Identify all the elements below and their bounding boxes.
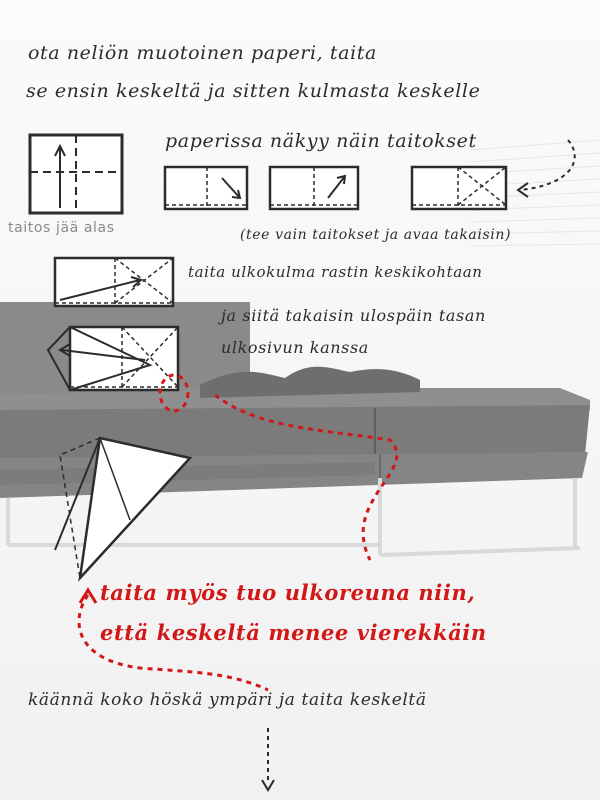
back-out-line-1: ja siitä takaisin ulospäin tasan [221, 306, 486, 325]
only-folds-note: (tee vain taitokset ja avaa takaisin) [240, 227, 512, 243]
intro-line-1: ota neliön muotoinen paperi, taita [28, 42, 377, 64]
paper-shows-label: paperissa näkyy näin taitokset [165, 130, 477, 152]
intro-line-2: se ensin keskeltä ja sitten kulmasta keskelle [26, 80, 481, 102]
fold-stays-down-label: taitos jää alas [8, 220, 115, 236]
back-out-line-2: ulkosivun kanssa [221, 338, 369, 357]
red-instruction-line-2: että keskeltä menee vierekkäin [100, 620, 487, 645]
fold-diagram-icon [48, 327, 178, 390]
final-instruction: käännä koko höskä ympäri ja taita keskeltä [28, 690, 427, 710]
fold-diagram-icon [165, 167, 247, 209]
fold-diagram-icon [412, 167, 506, 209]
square-paper-fold-icon [30, 135, 122, 213]
fold-outer-corner-label: taita ulkokulma rastin keskikohtaan [188, 263, 483, 281]
dotted-arrow-icon [518, 140, 575, 197]
fold-diagram-icon [55, 438, 190, 578]
fold-diagram-icon [270, 167, 358, 209]
dotted-arrow-icon [262, 728, 274, 790]
red-instruction-line-1: taita myös tuo ulkoreuna niin, [100, 580, 476, 605]
fold-diagram-icon [55, 258, 173, 306]
